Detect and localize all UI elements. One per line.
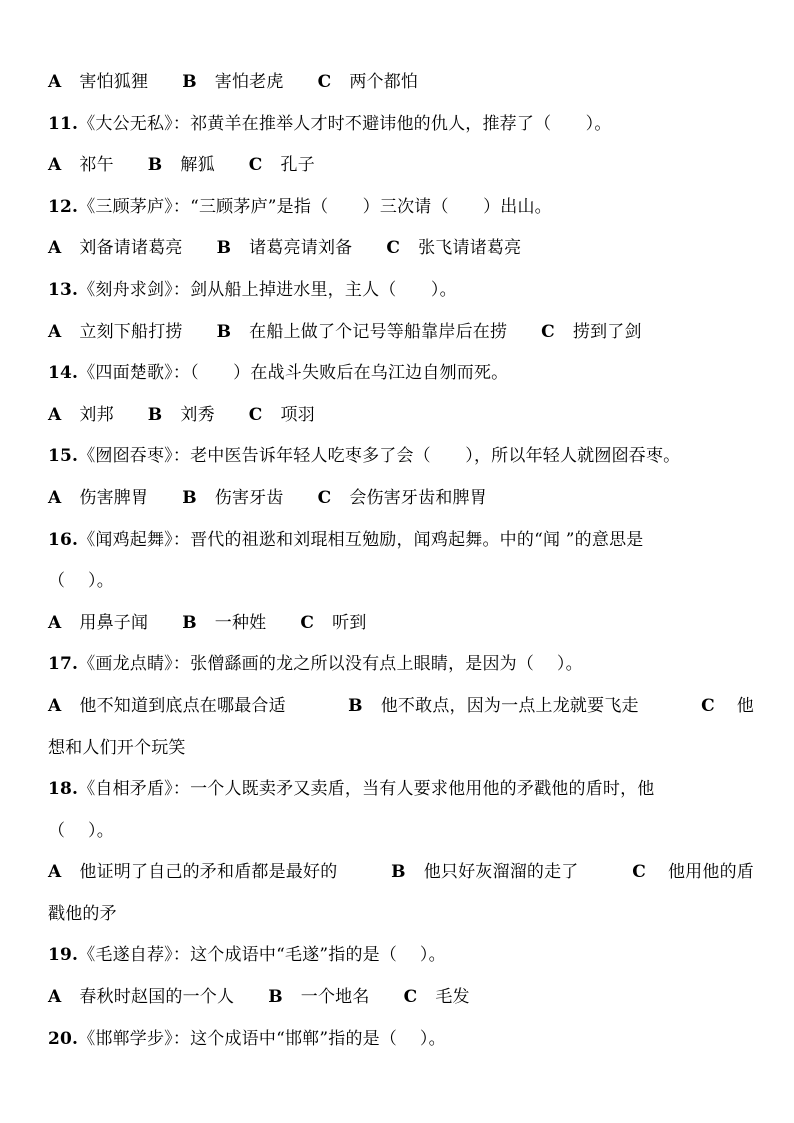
option-a-label: A bbox=[48, 695, 62, 716]
option-b-label: B bbox=[147, 404, 163, 425]
options-line bbox=[48, 322, 754, 342]
option-a-label: A bbox=[48, 404, 62, 425]
option-a-text: 他不知道到底点在哪最合适 bbox=[79, 695, 286, 716]
question-text: 《囫囵吞枣》：老中医告诉年轻人吃枣多了会（ ），所以年轻人就囫囵吞枣。 bbox=[78, 446, 681, 467]
option-b-label: B bbox=[348, 695, 363, 716]
option-a-text: 立刻下船打捞 bbox=[79, 321, 183, 342]
question-line bbox=[48, 280, 754, 300]
options-line bbox=[48, 405, 754, 425]
question-number: 16. bbox=[48, 529, 79, 550]
option-b-text: 诸葛亮请刘备 bbox=[249, 238, 353, 259]
option-c-text: 项羽 bbox=[280, 404, 315, 425]
continuation-line bbox=[48, 738, 754, 758]
option-c-label: C bbox=[632, 862, 646, 883]
option-c-text: 他用他的盾 bbox=[667, 862, 754, 883]
option-b-text: 解狐 bbox=[180, 155, 215, 176]
option-c-label: C bbox=[386, 238, 401, 259]
option-b-label: B bbox=[268, 987, 283, 1008]
question-text: 《三顾茅庐》：“三顾茅庐”是指（ ）三次请（ ）出山。 bbox=[78, 196, 552, 217]
option-c-text: 他 bbox=[736, 695, 754, 716]
option-b-text: 刘秀 bbox=[180, 404, 215, 425]
option-c-text: 听到 bbox=[332, 612, 367, 633]
option-b-text: 害怕老虎 bbox=[214, 72, 284, 92]
option-c-label: C bbox=[248, 404, 263, 425]
question-text: 《大公无私》：祁黄羊在推举人才时不避讳他的仇人，推荐了（ ）。 bbox=[78, 113, 612, 134]
option-a-label: A bbox=[48, 862, 62, 883]
continuation-line bbox=[48, 904, 754, 924]
question-text: 《邯郸学步》：这个成语中“邯郸”指的是（ ）。 bbox=[78, 1028, 446, 1049]
option-a-text: 春秋时赵国的一个人 bbox=[79, 987, 235, 1008]
options-line bbox=[48, 72, 754, 92]
option-a bbox=[48, 862, 337, 882]
question-number: 11. bbox=[48, 113, 79, 134]
option-b-text: 一种姓 bbox=[214, 612, 267, 633]
question-line bbox=[48, 945, 754, 965]
option-c-text: 会伤害牙齿和脾胃 bbox=[349, 487, 487, 508]
options-line bbox=[48, 862, 754, 882]
question-line bbox=[48, 363, 754, 383]
continuation-line bbox=[48, 571, 754, 591]
option-a-text: 祁午 bbox=[79, 155, 114, 176]
option-c bbox=[632, 862, 754, 882]
option-c-text: 孔子 bbox=[280, 155, 315, 176]
question-text: 《闻鸡起舞》：晋代的祖逖和刘琨相互勉励，闻鸡起舞。中的“闻 ”的意思是 bbox=[78, 529, 644, 550]
option-b-label: B bbox=[147, 155, 163, 176]
option-b-label: B bbox=[391, 862, 406, 883]
question-line bbox=[48, 197, 754, 217]
option-b-text: 他只好灰溜溜的走了 bbox=[423, 862, 579, 883]
question-line bbox=[48, 654, 754, 674]
option-b-text: 伤害牙齿 bbox=[214, 487, 284, 508]
option-c-label: C bbox=[317, 487, 332, 508]
option-a-text: 他证明了自己的矛和盾都是最好的 bbox=[79, 862, 338, 883]
option-a-label: A bbox=[48, 155, 62, 176]
option-a bbox=[48, 696, 286, 716]
option-c-text: 毛发 bbox=[435, 987, 470, 1008]
continuation-text: （ ）。 bbox=[48, 820, 114, 841]
options-line bbox=[48, 155, 754, 175]
question-line bbox=[48, 530, 754, 550]
option-b-text: 他不敢点，因为一点上龙就要飞走 bbox=[380, 695, 639, 716]
question-number: 20. bbox=[48, 1028, 79, 1049]
question-line bbox=[48, 114, 754, 134]
option-b-label: B bbox=[216, 321, 232, 342]
option-a-text: 刘邦 bbox=[79, 404, 114, 425]
question-text: 《四面楚歌》：（ ）在战斗失败后在乌江边自刎而死。 bbox=[78, 363, 509, 384]
option-b-text: 一个地名 bbox=[300, 987, 370, 1008]
option-a-label: A bbox=[48, 612, 62, 633]
question-text: 《毛遂自荐》：这个成语中“毛遂”指的是（ ）。 bbox=[78, 945, 446, 966]
option-c-label: C bbox=[701, 695, 715, 716]
option-c bbox=[701, 696, 754, 716]
option-c-label: C bbox=[317, 72, 332, 92]
question-number: 12. bbox=[48, 196, 79, 217]
option-a-text: 害怕狐狸 bbox=[79, 72, 149, 92]
question-line bbox=[48, 779, 754, 799]
option-b bbox=[391, 862, 578, 882]
document-page bbox=[48, 72, 754, 1070]
option-c-label: C bbox=[403, 987, 418, 1008]
continuation-text: （ ）。 bbox=[48, 571, 114, 592]
option-c-text: 捞到了剑 bbox=[572, 321, 642, 342]
option-c-label: C bbox=[248, 155, 263, 176]
options-line bbox=[48, 696, 754, 716]
continuation-line bbox=[48, 821, 754, 841]
question-line bbox=[48, 1029, 754, 1049]
option-a-label: A bbox=[48, 238, 62, 259]
question-number: 18. bbox=[48, 779, 79, 800]
option-a-text: 用鼻子闻 bbox=[79, 612, 149, 633]
question-number: 14. bbox=[48, 363, 79, 384]
option-b-label: B bbox=[216, 238, 232, 259]
question-line bbox=[48, 446, 754, 466]
options-line bbox=[48, 987, 754, 1007]
option-a-label: A bbox=[48, 321, 62, 342]
option-c-label: C bbox=[300, 612, 315, 633]
option-b-text: 在船上做了个记号等船靠岸后在捞 bbox=[249, 321, 508, 342]
option-b-label: B bbox=[182, 72, 197, 92]
question-number: 13. bbox=[48, 279, 79, 300]
continuation-text: 想和人们开个玩笑 bbox=[48, 737, 186, 758]
option-c-text: 张飞请诸葛亮 bbox=[418, 238, 522, 259]
option-b bbox=[348, 696, 639, 716]
option-c-label: C bbox=[541, 321, 555, 342]
question-number: 15. bbox=[48, 446, 79, 467]
option-b-label: B bbox=[182, 487, 197, 508]
continuation-text: 戳他的矛 bbox=[48, 903, 117, 924]
question-text: 《自相矛盾》：一个人既卖矛又卖盾，当有人要求他用他的矛戳他的盾时，他 bbox=[78, 779, 655, 800]
question-number: 17. bbox=[48, 654, 79, 675]
option-a-label: A bbox=[48, 72, 62, 92]
options-line bbox=[48, 613, 754, 633]
option-a-text: 刘备请诸葛亮 bbox=[79, 238, 183, 259]
option-a-text: 伤害脾胃 bbox=[79, 487, 149, 508]
options-line bbox=[48, 488, 754, 508]
options-line bbox=[48, 238, 754, 258]
question-text: 《画龙点睛》：张僧繇画的龙之所以没有点上眼睛，是因为（ ）。 bbox=[78, 654, 583, 675]
option-a-label: A bbox=[48, 987, 62, 1008]
question-number: 19. bbox=[48, 945, 79, 966]
option-a-label: A bbox=[48, 487, 62, 508]
option-c-text: 两个都怕 bbox=[349, 72, 419, 92]
question-text: 《刻舟求剑》：剑从船上掉进水里，主人（ ）。 bbox=[78, 279, 457, 300]
option-b-label: B bbox=[182, 612, 197, 633]
